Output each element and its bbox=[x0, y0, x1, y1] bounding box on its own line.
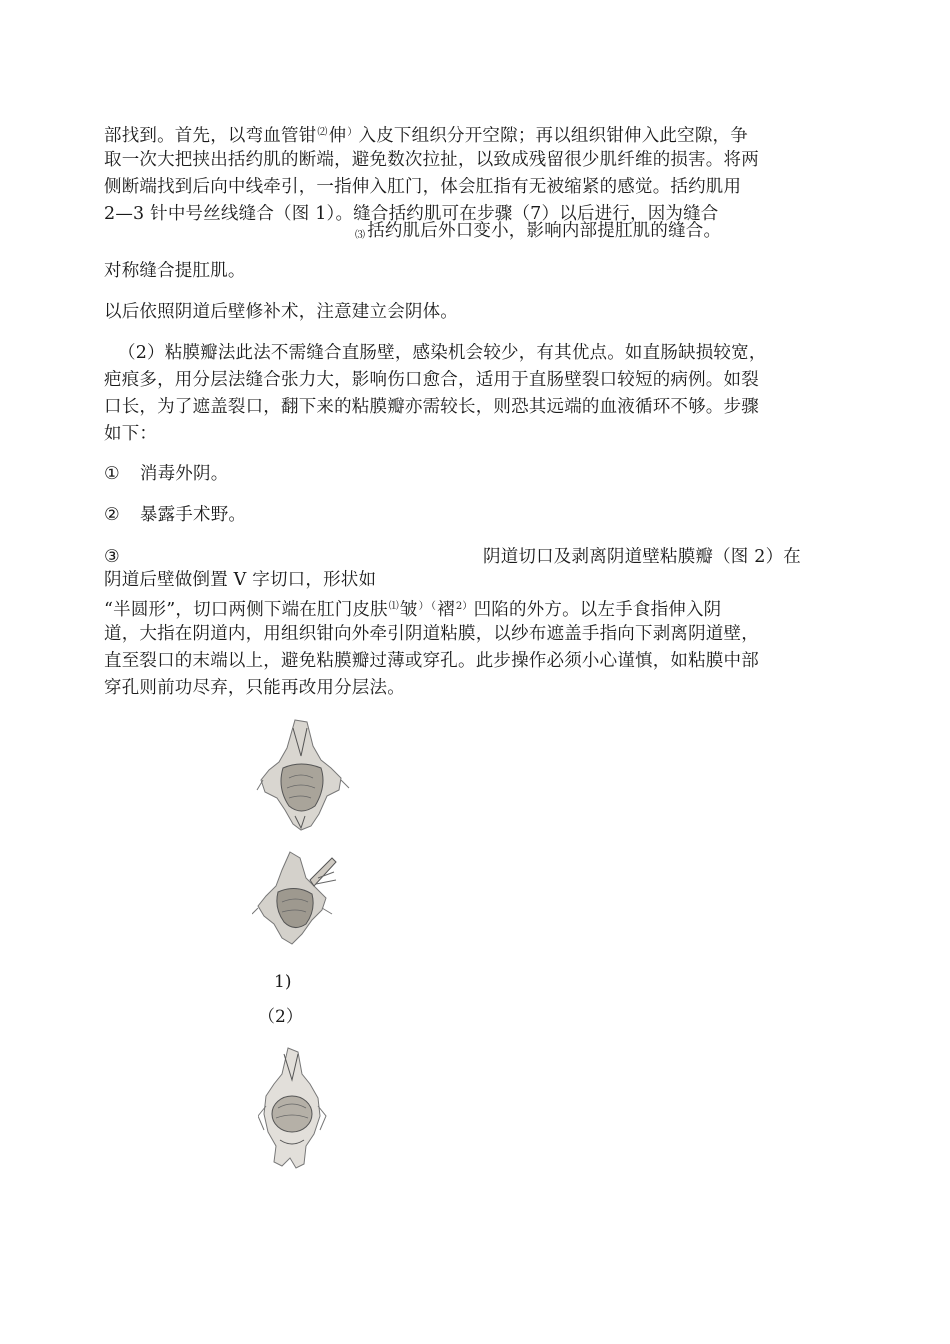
step-3-line-6: 穿孔则前功尽弃，只能再改用分层法。 bbox=[104, 678, 405, 698]
step-3-line-5: 直至裂口的末端以上，避免粘膜瓣过薄或穿孔。此步操作必须小心谨慎，如粘膜中部 bbox=[104, 651, 759, 671]
p1-line-5: ⑶ 括约肌后外口变小，影响内部提肛肌的缝合。 bbox=[355, 221, 722, 241]
paragraph-2: 对称缝合提肛肌。 bbox=[104, 261, 246, 281]
p4-line-4: 如下： bbox=[104, 424, 158, 444]
step-3-line-2: 阴道后壁做倒置 V 字切口，形状如 bbox=[104, 570, 377, 590]
step-3-line-3: “半圆形”，切口两侧下端在肛门皮肤⑴皱） （褶$^{2)}$凹陷的外方。以左手食指伸入阴 bbox=[104, 600, 722, 620]
p1-line-1: 部找到。首先，以弯血管钳⑵伸）入皮下组织分开空隙；再以组织钳伸入此空隙，争 bbox=[104, 126, 748, 146]
figure-caption-2: （2） bbox=[258, 1007, 303, 1027]
surgical-illustration-2 bbox=[252, 850, 340, 950]
step-3-heading: 阴道切口及剥离阴道壁粘膜瓣（图 2）在 bbox=[483, 547, 801, 567]
p1-line-2: 取一次大把挟出括约肌的断端，避免数次拉扯，以致成残留很少肌纤维的损害。将两 bbox=[104, 150, 759, 170]
figure-caption-1: 1) bbox=[274, 972, 292, 992]
p4-line-3: 口长，为了遮盖裂口，翻下来的粘膜瓣亦需较长，则恐其远端的血液循环不够。步骤 bbox=[104, 397, 759, 417]
step-1: ① 消毒外阴。 bbox=[104, 464, 229, 484]
p4-line-1: （2）粘膜瓣法此法不需缝合直肠壁，感染机会较少，有其优点。如直肠缺损较宽， bbox=[118, 343, 767, 363]
paragraph-3: 以后依照阴道后壁修补术，注意建立会阴体。 bbox=[104, 302, 458, 322]
surgical-illustration-1 bbox=[255, 716, 355, 838]
p1-line-4: 2—3 针中号丝线缝合（图 1）。缝合括约肌可在步骤（7）以后进行，因为缝合 bbox=[104, 204, 719, 224]
step-2: ② 暴露手术野。 bbox=[104, 505, 247, 525]
step-3-line-4: 道，大指在阴道内，用组织钳向外牵引阴道粘膜，以纱布遮盖手指向下剥离阴道壁， bbox=[104, 624, 759, 644]
step-3-number: ③ bbox=[104, 547, 120, 567]
surgical-illustration-3 bbox=[258, 1046, 328, 1170]
p1-line-3: 侧断端找到后向中线牵引，一指伸入肛门，体会肛指有无被缩紧的感觉。括约肌用 bbox=[104, 177, 742, 197]
p4-line-2: 疤痕多，用分层法缝合张力大，影响伤口愈合，适用于直肠壁裂口较短的病例。如裂 bbox=[104, 370, 759, 390]
